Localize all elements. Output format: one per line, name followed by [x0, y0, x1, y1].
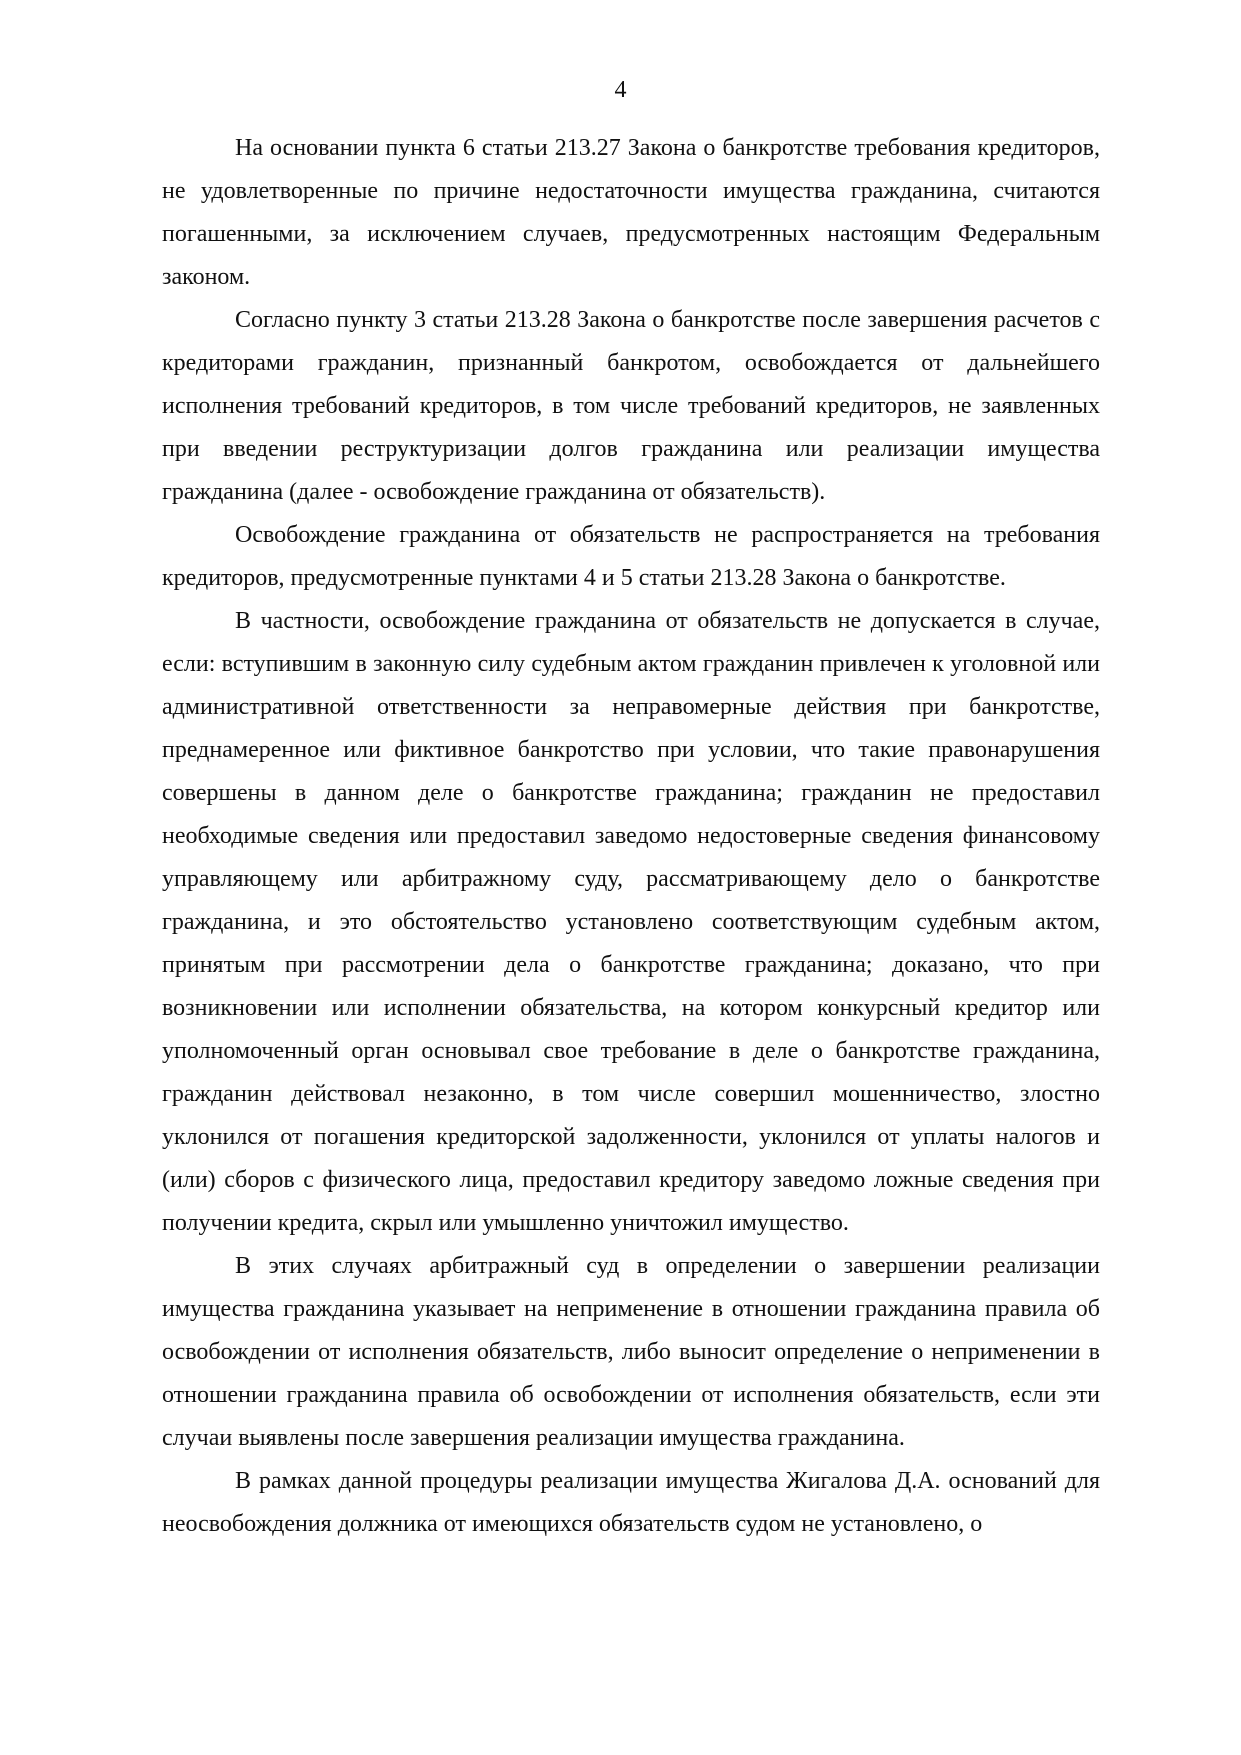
paragraph-2: Согласно пункту 3 статьи 213.28 Закона о банкротстве после завершения расчетов с кредиторами гражданин, признанный банкротом, освобождается от дальнейшего исполнения требований кредиторов, в том числе требований кредиторов, не заявленных при введении реструктуризации долгов гражданина или реализации имущества гражданина (далее - освобождение гражданина от обязательств).: [162, 307, 1100, 505]
paragraph-1: На основании пункта 6 статьи 213.27 Закона о банкротстве требования кредиторов, не удовлетворенные по причине недостаточности имущества гражданина, считаются погашенными, за исключением случаев, предусмотренных настоящим Федеральным законом.: [162, 135, 1100, 290]
page-number: 4: [614, 77, 627, 103]
paragraph-4: В частности, освобождение гражданина от обязательств не допускается в случае, если: вступившим в законную силу судебным актом гражданин привлечен к уголовной или административной ответственности за неправомерные действия при банкротстве, преднамеренное или фиктивное банкротство при условии, что такие правонарушения совершены в данном деле о банкротстве гражданина; гражданин не предоставил необходимые сведения или предоставил заведомо недостоверные сведения финансовому управляющему или арбитражному суду, рассматривающему дело о банкротстве гражданина, и это обстоятельство установлено соответствующим судебным актом, принятым при рассмотрении дела о банкротстве гражданина; доказано, что при возникновении или исполнении обязательства, на котором конкурсный кредитор или уполномоченный орган основывал свое требование в деле о банкротстве гражданина, гражданин действовал незаконно, в том числе совершил мошенничество, злостно уклонился от погашения кредиторской задолженности, уклонился от уплаты налогов и (или) сборов с физического лица, предоставил кредитору заведомо ложные сведения при получении кредита, скрыл или умышленно уничтожил имущество.: [162, 608, 1100, 1236]
paragraph-6: В рамках данной процедуры реализации имущества Жигалова Д.А. оснований для неосвобождения должника от имеющихся обязательств судом не установлено, о: [162, 1468, 1100, 1537]
document-body: [162, 127, 1100, 1546]
paragraph-5: В этих случаях арбитражный суд в определении о завершении реализации имущества гражданина указывает на неприменение в отношении гражданина правила об освобождении от исполнения обязательств, либо выносит определение о неприменении в отношении гражданина правила об освобождении от исполнения обязательств, если эти случаи выявлены после завершения реализации имущества гражданина.: [162, 1253, 1100, 1451]
paragraph-3: Освобождение гражданина от обязательств не распространяется на требования кредиторов, предусмотренные пунктами 4 и 5 статьи 213.28 Закона о банкротстве.: [162, 522, 1100, 591]
